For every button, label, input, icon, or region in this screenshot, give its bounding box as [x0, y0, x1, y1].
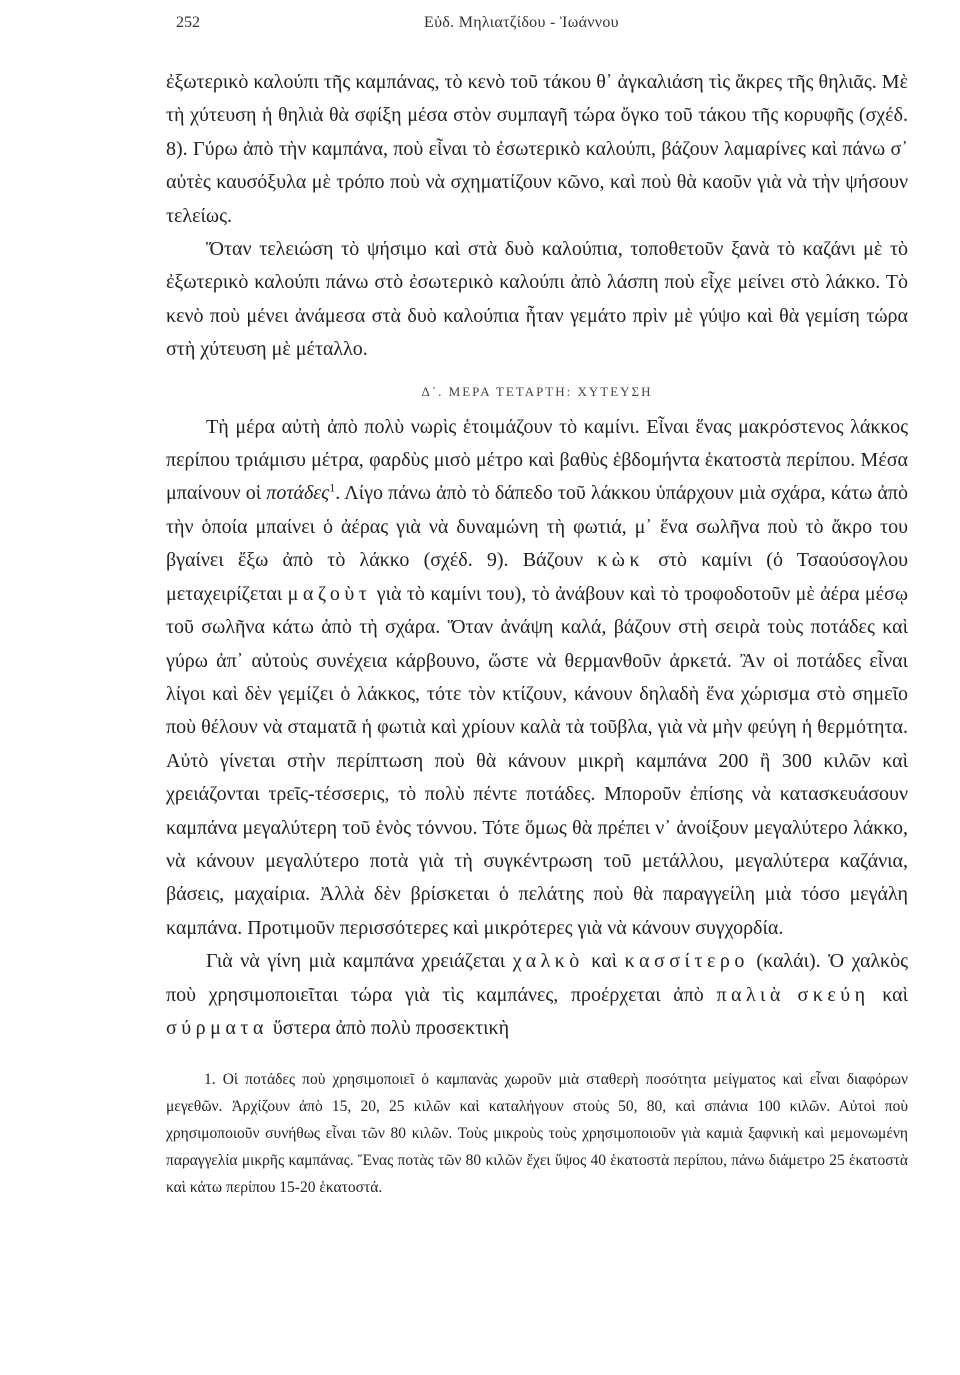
paragraph-4-and-2: καὶ: [869, 983, 909, 1006]
spaced-term-wire: σύρματα: [166, 1016, 268, 1039]
spaced-term-mazout: μαζοὺτ: [287, 582, 372, 605]
paragraph-2: Ὅταν τελειώση τὸ ψήσιμο καὶ στὰ δυὸ καλούπια, τοποθετοῦν ξανὰ τὸ καζάνι μὲ τὸ ἐξωτερικὸ καλούπι πάνω στὸ ἐσωτερικὸ καλούπι ἀπὸ λάσπη ποὺ εἶχε μείνει στὸ λάκκο. Τὸ κενὸ ποὺ μένει ἀνάμεσα στὰ δυὸ καλούπια ἦταν γεμάτο πρὶν μὲ γύψο καὶ θὰ γεμίση τώρα στὴ χύτευση μὲ μέταλλο.: [166, 238, 908, 361]
section-heading: Δ΄. ΜΕΡΑ ΤΕΤΑΡΤΗ: ΧΥΤΕΥΣΗ: [421, 383, 653, 399]
spaced-term-tin: κασσίτερο: [624, 950, 749, 973]
term-potades: ποτάδες: [266, 482, 330, 505]
spaced-term-kok: κὼκ: [597, 549, 645, 572]
spaced-term-copper: χαλκὸ: [512, 950, 584, 973]
paragraph-3-part-c: στὸ καμίνι (ὁ Τσαούσογλου μεταχειρίζεται: [166, 549, 908, 605]
paragraph-4-space: [785, 984, 798, 1006]
spaced-term-utensils: σκεύη: [797, 983, 870, 1006]
body-text: [166, 66, 908, 1045]
page-header: [176, 14, 876, 42]
running-head: Εὐδ. Μηλιατζίδου - Ἰωάννου: [424, 14, 619, 31]
footnotes: [166, 1066, 908, 1201]
spaced-term-old: παλιὰ: [716, 983, 785, 1006]
paragraph-4-part-b: (καλάι). Ὁ χαλκὸς ποὺ χρησιμοποιεῖται τώρα γιὰ τὶς καμπάνες, προέρχεται ἀπὸ: [166, 950, 908, 1006]
paragraph-4-part-c: ὕστερα ἀπὸ πολὺ προσεκτικὴ: [267, 1016, 510, 1039]
footnote-reference: 1: [329, 480, 336, 495]
paragraph-4-part-a: Γιὰ νὰ γίνη μιὰ καμπάνα χρειάζεται: [206, 950, 513, 973]
paragraph-3-part-d: γιὰ τὸ καμίνι του), τὸ ἀνάβουν καὶ τὸ τροφοδοτοῦν μὲ ἀέρα μέσῳ τοῦ σωλῆνα κάτω ἀπὸ τὴ σχάρα. Ὅταν ἀνάψη καλά, βάζουν στὴ σειρὰ τοὺς ποτάδες καὶ γύρω ἀπ᾽ αὐτοὺς συνέχεια κάρβουνο, ὥστε νὰ θερμανθοῦν ἀρκετά. Ἂν οἱ ποτάδες εἶναι λίγοι καὶ δὲν γεμίζει ὁ λάκκος, τότε τὸν κτίζουν, κάνουν δηλαδὴ ἕνα χώρισμα στὸ σημεῖο ποὺ θέλουν νὰ σταματᾶ ἡ φωτιὰ καὶ χρίουν καλὰ τὰ τοῦβλα, γιὰ νὰ μὴν φεύγη ἡ θερμότητα. Αὐτὸ γίνεται στὴν περίπτωση ποὺ θὰ κάνουν μικρὴ καμπάνα 200 ἢ 300 κιλῶν καὶ χρειάζονται τρεῖς-τέσσερις, τὸ πολὺ πέντε ποτάδες. Μποροῦν ἐπίσης νὰ κατασκευάσουν καμπάνα μεγαλύτερη τοῦ ἑνὸς τόννου. Τότε ὅμως θὰ πρέπει ν᾽ ἀνοίξουν μεγαλύτερο λάκκο, νὰ κάνουν μεγαλύτερο ποτὰ γιὰ τὴ συγκέντρωση τοῦ μετάλλου, μεγαλύτερα καζάνια, βάσεις, μαχαίρια. Ἀλλὰ δὲν βρίσκεται ὁ πελάτης ποὺ θὰ παραγγείλη μιὰ τόσο μεγάλη καμπάνα. Προτιμοῦν περισσότερες καὶ μικρότερες γιὰ νὰ κάνουν συγχορδία.: [166, 582, 908, 939]
paragraph-3: [166, 411, 908, 946]
page-number: 252: [176, 14, 200, 31]
paragraph-3-part-a: Τὴ μέρα αὐτὴ ἀπὸ πολὺ νωρὶς ἑτοιμάζουν τὸ καμίνι. Εἶναι ἕνας μακρόστενος λάκκος περίπου τριάμισυ μέτρα, φαρδὺς μισὸ μέτρο καὶ βαθὺς ἑβδομήντα ἑκατοστὰ περίπου. Μέσα μπαίνουν οἱ: [166, 415, 908, 505]
paragraph-3-part-b: . Λίγο πάνω ἀπὸ τὸ δάπεδο τοῦ λάκκου ὑπάρχουν μιὰ σχάρα, κάτω ἀπὸ τὴν ὁποία μπαίνει ὁ ἀέρας γιὰ νὰ δυναμώνη τὴ φωτιά, μ᾽ ἕνα σωλῆνα ποὺ τὸ ἄκρο του βγαίνει ἔξω ἀπὸ τὸ λάκκο (σχέδ. 9). Βάζουν: [166, 482, 908, 572]
paragraph-1: ἐξωτερικὸ καλούπι τῆς καμπάνας, τὸ κενὸ τοῦ τάκου θ᾽ ἀγκαλιάση τὶς ἄκρες τῆς θηλιᾶς. Μὲ τὴ χύτευση ἡ θηλιὰ θὰ σφίξη μέσα στὸν συμπαγῆ τώρα ὄγκο τοῦ τάκου τῆς κορυφῆς (σχέδ. 8). Γύρω ἀπὸ τὴν καμπάνα, ποὺ εἶναι τὸ ἐσωτερικὸ καλούπι, βάζουν λαμαρίνες καὶ πάνω σ᾽ αὐτὲς καυσόξυλα μὲ τρόπο ποὺ νὰ σχηματίζουν κῶνο, καὶ ποὺ θὰ καοῦν γιὰ νὰ τὴν ψήσουν τελείως.: [166, 71, 908, 227]
footnote-1: 1. Οἱ ποτάδες ποὺ χρησιμοποιεῖ ὁ καμπανὰς χωροῦν μιὰ σταθερὴ ποσότητα μείγματος καὶ εἶναι διαφόρων μεγεθῶν. Ἀρχίζουν ἀπὸ 15, 20, 25 κιλῶν καὶ καταλήγουν στοὺς 50, 80, καὶ σπάνια 100 κιλῶν. Αὐτοὶ ποὺ χρησιμοποιοῦν συνήθως εἶναι τῶν 80 κιλῶν. Τοὺς μικροὺς τοὺς χρησιμοποιοῦν γιὰ καμιὰ ξαφνικὴ καὶ μεμονωμένη παραγγελία μικρῆς καμπάνας. Ἕνας ποτὰς τῶν 80 κιλῶν ἔχει ὕψος 40 ἑκατοστὰ περίπου, πάνω διάμετρο 25 ἑκατοστὰ καὶ κάτω περίπου 15-20 ἑκατοστά.: [166, 1071, 908, 1196]
paragraph-4: [166, 945, 908, 1045]
paragraph-4-and: καὶ: [583, 950, 625, 973]
